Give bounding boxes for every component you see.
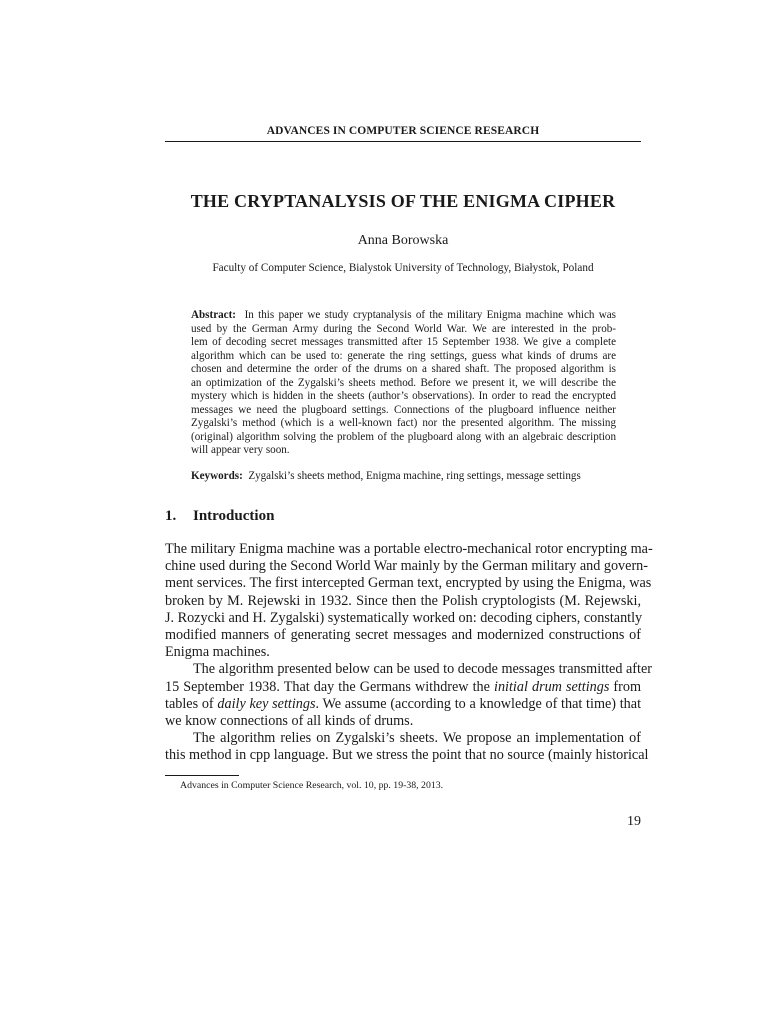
paper-title: THE CRYPTANALYSIS OF THE ENIGMA CIPHER	[190, 191, 616, 211]
abstract-line: lem of decoding secret messages transmitted after 15 September 1938. We give a complete	[191, 336, 616, 348]
body-text-run: . We assume (according to a knowledge of that time) that	[315, 695, 642, 712]
abstract-line: algorithm which can be used to: generate the ring settings, guess what kinds of drums are	[191, 349, 616, 362]
body-line	[165, 679, 641, 696]
body-line: The algorithm relies on Zygalski’s sheets. We propose an implementation of	[193, 730, 641, 747]
body-line: this method in cpp language. But we stress the point that no source (mainly historical	[165, 747, 649, 764]
section-title: Introduction	[193, 508, 275, 524]
body-text-run: tables of	[165, 695, 214, 712]
header-rule	[165, 141, 641, 142]
abstract-line: an optimization of the Zygalski’s sheets method. Before we present it, we will describe the	[191, 376, 616, 389]
abstract-line: chosen and determine the order of the drums on a shared shaft. The proposed algorithm is	[191, 363, 616, 375]
abstract-line: messages we need the plugboard settings. Connections of the plugboard influence neither	[191, 403, 616, 416]
body-line: ment services. The first intercepted German text, encrypted by using the Enigma, was	[165, 575, 652, 592]
author-affiliation: Faculty of Computer Science, Bialystok University of Technology, Białystok, Poland	[212, 262, 594, 274]
body-line: The military Enigma machine was a portable electro-mechanical rotor encrypting ma-	[165, 541, 653, 557]
abstract-text: In this paper we study cryptanalysis of the military Enigma machine which was	[244, 309, 617, 321]
body-text	[165, 541, 653, 765]
abstract-line: (original) algorithm solving the problem of the plugboard along with an algebraic description	[191, 430, 616, 443]
body-text-run: from	[613, 678, 641, 695]
emphasis-initial-drum-settings: initial drum settings	[494, 678, 610, 695]
page-number: 19	[627, 814, 641, 829]
abstract-label: Abstract:	[191, 309, 236, 321]
body-line	[165, 696, 641, 713]
author-name: Anna Borowska	[357, 233, 449, 248]
body-line: modified manners of generating secret messages and modernized constructions of	[165, 627, 641, 644]
body-line: J. Rozycki and H. Zygalski) systematically worked on: decoding ciphers, constantly	[165, 609, 643, 626]
body-line: chine used during the Second World War mainly by the German military and govern-	[165, 558, 648, 575]
footnote-rule	[165, 775, 239, 776]
abstract-line: used by the German Army during the Second World War. We are interested in the prob-	[191, 322, 616, 335]
emphasis-daily-key-settings: daily key settings	[217, 695, 316, 712]
section-number: 1.	[165, 508, 177, 524]
abstract	[191, 309, 616, 458]
abstract-line	[191, 309, 616, 323]
abstract-line: mystery which is hidden in the sheets (author’s observations). In order to read the encrypted	[191, 390, 616, 402]
body-line: Enigma machines.	[165, 644, 270, 661]
body-text-run: 15 September 1938. That day the Germans withdrew the	[165, 678, 490, 695]
keywords-label: Keywords:	[191, 470, 243, 482]
journal-header: ADVANCES IN COMPUTER SCIENCE RESEARCH	[266, 125, 540, 137]
body-line: we know connections of all kinds of drums.	[165, 713, 414, 730]
body-line: The algorithm presented below can be used to decode messages transmitted after	[193, 661, 652, 678]
abstract-line: will appear very soon.	[191, 444, 290, 456]
abstract-line: Zygalski’s method (which is a well-known fact) nor the presented algorithm. The missing	[191, 417, 616, 429]
section-heading	[165, 508, 274, 525]
keywords	[191, 470, 616, 484]
body-line: broken by M. Rejewski in 1932. Since then the Polish cryptologists (M. Rejewski,	[165, 592, 641, 609]
keywords-text: Zygalski’s sheets method, Enigma machine, ring settings, message settings	[248, 470, 581, 482]
footnote: Advances in Computer Science Research, vol. 10, pp. 19-38, 2013.	[180, 780, 444, 791]
